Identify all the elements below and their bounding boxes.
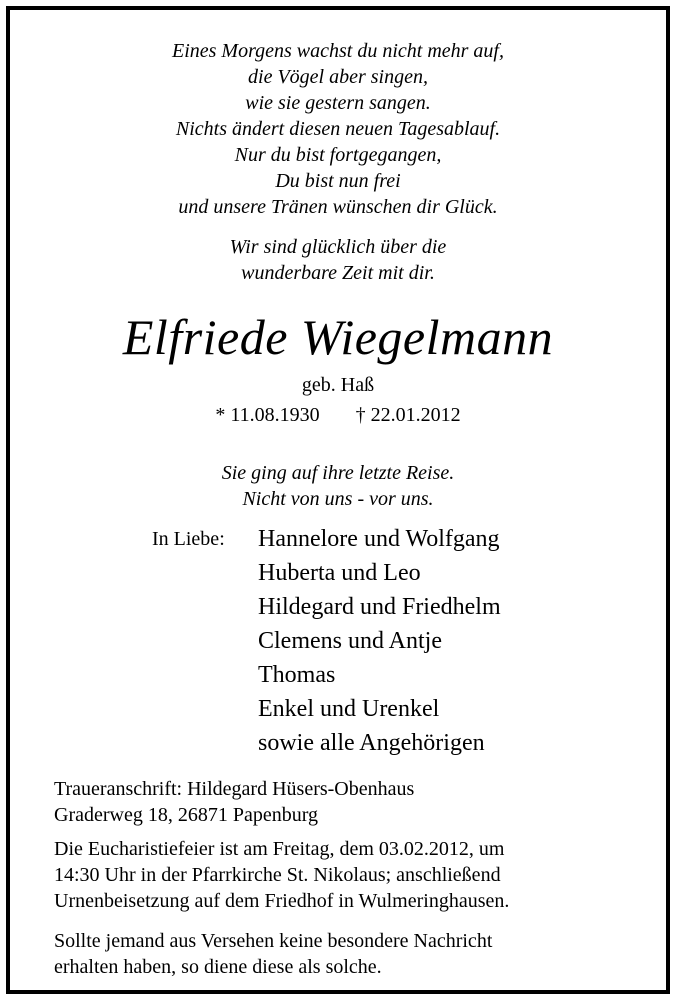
poem-line: Nichts ändert diesen neuen Tagesablauf.	[175, 118, 501, 140]
opening-poem	[10, 38, 666, 220]
address-line: Traueranschrift: Hildegard Hüsers-Obenhaus	[54, 778, 415, 800]
ceremony-details	[54, 836, 634, 914]
poem-line: wie sie gestern sangen.	[245, 92, 431, 114]
poem-line: die Vögel aber singen,	[248, 66, 428, 88]
obituary-notice	[6, 6, 670, 994]
address-line: Graderweg 18, 26871 Papenburg	[54, 804, 319, 826]
life-dates	[10, 402, 666, 428]
notice-line: erhalten haben, so diene diese als solche.	[54, 956, 382, 978]
mourner-entry: Hannelore und Wolfgang	[258, 526, 500, 552]
ceremony-line: Urnenbeisetzung auf dem Friedhof in Wulmeringhausen.	[54, 890, 510, 912]
poem-line: Du bist nun frei	[275, 170, 401, 192]
mourning-address	[54, 776, 414, 828]
ceremony-line: Die Eucharistiefeier ist am Freitag, dem 03.02.2012, um	[54, 838, 505, 860]
birth-name: geb. Haß	[301, 374, 375, 396]
death-date: † 22.01.2012	[355, 404, 461, 426]
mourner-entry: Huberta und Leo	[258, 560, 421, 586]
mourner-entry: Hildegard und Friedhelm	[258, 594, 501, 620]
closing-verse	[10, 460, 666, 512]
poem-line: und unsere Tränen wünschen dir Glück.	[178, 196, 498, 218]
mourner-entry: sowie alle Angehörigen	[258, 730, 485, 756]
ceremony-line: 14:30 Uhr in der Pfarrkirche St. Nikolaus; anschließend	[54, 864, 501, 886]
birth-date: * 11.08.1930	[215, 404, 320, 426]
notice-line: Sollte jemand aus Versehen keine besondere Nachricht	[54, 930, 493, 952]
mourners-label: In Liebe:	[152, 528, 225, 550]
mourners-list	[258, 522, 501, 760]
mourner-entry: Clemens und Antje	[258, 628, 442, 654]
deceased-name: Elfriede Wiegelmann	[122, 309, 554, 365]
poem-line: Nur du bist fortgegangen,	[234, 144, 442, 166]
closing-notice	[54, 928, 634, 980]
mourner-entry: Enkel und Urenkel	[258, 696, 440, 722]
gratitude-line: Wir sind glücklich über die	[229, 236, 447, 258]
mourner-entry: Thomas	[258, 662, 336, 688]
gratitude-line: wunderbare Zeit mit dir.	[241, 262, 435, 284]
verse-line: Sie ging auf ihre letzte Reise.	[221, 462, 455, 484]
gratitude-text	[10, 234, 666, 286]
poem-line: Eines Morgens wachst du nicht mehr auf,	[171, 40, 504, 62]
verse-line: Nicht von uns - vor uns.	[242, 488, 434, 510]
